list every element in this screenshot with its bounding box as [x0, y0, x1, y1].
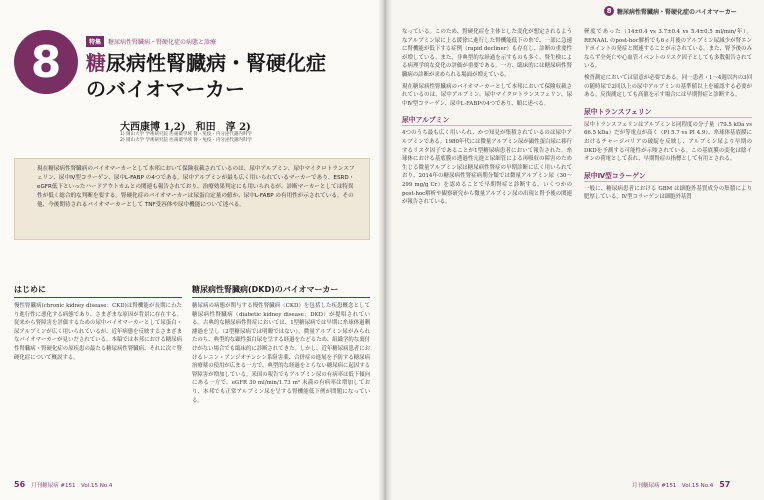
heading-urine-transferrin: 尿中トランスフェリン — [584, 106, 752, 118]
heading-urine-albumin: 尿中アルブミン — [402, 114, 572, 126]
title-line1: 尿病性腎臓病・腎硬化症 — [106, 51, 326, 75]
chapter-number-badge: 8 — [14, 30, 78, 94]
col2-paragraph-3: 尿中トランスフェリンはアルブミンと同程度の分子量（79.5 kDa vs 66.5 kDa）だが等電点が高く（PI 5.7 vs PI 4.9）、糸球体基底膜におけるチャージバリアの破綻を反映し、アルブミン尿より早期のDKDを予測する可能性が示唆されている。この基底膜の変化は陰イオンの荷電として表れ、早期腎症の指標として有用とされる。 — [584, 121, 752, 163]
special-feature-label — [86, 36, 216, 47]
section-heading-dkd: 糖尿病性腎臓病(DKD)のバイオマーカー — [192, 284, 370, 298]
dkd-text: 糖尿病の病態が関与する慢性腎臓病（CKD）を包括した疾患概念として糖尿病性腎臓病（diabetic kidney disease：DKD）が提唱されている。古典的な糖尿病性腎症においては、1型糖尿病では早期に糸球体過剰濾過を呈し（2型糖尿病では明瞭ではない）、微量アルブミン尿がみられたのち、典型的な顕性蛋白尿を呈する経過をたどるため、組織学的な裏付けがない場合でも臨床的に診断されてきた。しかし、近年糖尿病患者におけるレニン・アンジオテンシン系阻害薬、合併症の進展を予防する糖尿病治療薬の使用が広まる一方で、典型的な経過をとらない糖尿病に起因する腎障害が増加している。米国の報告でもアルブミン尿の有病率は低下傾向にある一方で、eGFR 30 ml/min/1.73 m² 未満の有病率は増加しており、本邦でも正常アルブミン尿を呈する腎機能低下例が問題になっている。 — [192, 303, 370, 404]
special-feature-title: 糖尿病性腎臓病・腎硬化症の病態と診療 — [108, 39, 217, 46]
affiliation-2: 2) 岡山大学 学術研究院 医歯薬学域 腎・免疫・内分泌代謝内科学 — [120, 138, 252, 143]
col2-paragraph-2: 検査測定においては留意が必要である。同一患者・1～4週以内の3回の随時尿で2回以上の尿中アルブミンの基準値以上を確認する必要がある。反復測定しても高値を示す場合には早期腎症と診断する。 — [584, 74, 752, 99]
section-heading-intro: はじめに — [14, 284, 182, 298]
heading-type4-collagen: 尿中Ⅳ型コラーゲン — [584, 170, 752, 182]
title-line2: のバイオマーカー — [86, 77, 245, 101]
article-title — [86, 50, 376, 102]
left-footer — [14, 480, 112, 489]
header-title: 糖尿病性腎臓病・腎硬化症のバイオマーカー — [617, 8, 737, 16]
right-column-2 — [584, 28, 752, 205]
page-gutter-shadow — [378, 0, 392, 500]
right-page-number: 57 — [719, 480, 731, 489]
authors: 大西康博 1,2) 和田 淳 2) — [120, 122, 251, 133]
col1-paragraph-1: なっている。このため、腎硬化症を主体とした変化が想定されるようなアルブミン尿に上る緩徐に進行した腎機能低下の糸で、一部に急速に腎機能が低下する症例（rapid decliner）も存在し、診断の重要性が増している。また、非典型的な経過を示すものも多く、腎生検による病理学的な変化の評価が重要である。一方、臨床的には糖尿病性腎臓病の診断が求められる場面が増えている。 — [402, 29, 572, 78]
column-dkd — [192, 284, 370, 405]
title-accent: 糖 — [86, 51, 106, 75]
special-tag: 特集 — [86, 36, 104, 47]
right-column-1 — [402, 28, 572, 210]
intro-text: 慢性腎臓病(chronic kidney disease：CKD)は腎機能が長期にわたり進行性に悪化する病態であり、さまざまな原因が背景に存在する。従来から腎障害を評価するための尿中バイオマーカーとして尿蛋白・尿アルブミンが広く用いられているが、近年病態を反映するさまざまなバイオマーカーが見いだされている。本稿では本邦における糖尿病性腎臓病・腎硬化症の原疾患の最たる糖尿病性腎臓病、それに次ぐ腎硬化症について概説する。 — [14, 303, 182, 361]
col2-paragraph-4: 一般に、糖尿病患者における GBM は細胞外基質成分の集積により肥厚している。Ⅳ型コラーゲンは細胞外基質 — [584, 185, 752, 201]
right-page — [384, 0, 764, 500]
affiliation-1: 1) 岡山大学 学術研究院 医歯薬学域 腎・免疫・内分泌代謝内科学 — [120, 132, 252, 137]
header-number-badge: 8 — [604, 6, 614, 16]
col1-paragraph-3: 4つのうち最も広く用いられ、かつ知見が集積されているのは尿中アルブミンである。1980年代には微量アルブミン尿が顕性蛋白尿に移行するリスク因子であることが1型糖尿病患者において報告された。糸球体における基底膜の透過性亢進と尿細管による再吸収の障害のため生じる微量アルブミン尿は糖尿病性腎症の早期診断に広く用いられており、2014年の糖尿病性腎症病期分類では微量アルブミン尿（30～299 mg/g Cr）を認めることで早期腎症と診断する。いくつかのpost-hoc解析や観察研究から微量アルブミン尿の出現と腎予後の関連が報告されている。 — [402, 130, 572, 206]
col2-paragraph-1: 軽度であった（14±0.4 vs 3.7±0.4 vs 5.4±0.5 ml/min/年）。RENAAL のpost-hoc解析でも6ヵ月後のアルブミン尿減少が腎エンドポイントの発症と関連することが示されている。また、腎予後のみならず全死亡や心血管イベントのリスク因子としても多数報告されている。 — [584, 29, 752, 70]
abstract-box — [14, 158, 370, 240]
running-header — [604, 6, 737, 16]
abstract-text: 現在糖尿病性腎臓病のバイオマーカーとして本邦において保険収載されているのは、尿中アルブミン、尿中マイクロトランスフェリン、尿中Ⅳ型コラーゲン、尿中L-FABP の4つである。尿中アルブミンが最も広く用いられているマーカーであり、ESRD・eGFR低下といったハードアウトカムとの関連も報告されており、治療効果判定にも用いられるが、診断マーカーとしては特異性が低く総合的な判断を要する。腎硬化症のバイオマーカーは尿蛋白定量の値か、尿中L-FABP の有用性が示されている。その他、今後期待されるバイオマーカーとして TNF受容体や尿中機能について述べる。 — [37, 166, 355, 208]
col1-paragraph-2: 現在糖尿病性腎臓病のバイオマーカーとして本邦において保険収載されているのは、尿中アルブミン、尿中マイクロトランスフェリン、尿中Ⅳ型コラーゲン、尿中L-FABPの4つであり、順に述べる。 — [402, 83, 572, 107]
right-footer-journal: 月刊糖尿病 #151 Vol.15 No.4 — [632, 482, 714, 489]
left-page-number: 56 — [14, 480, 26, 489]
affiliations — [120, 132, 252, 144]
column-intro — [14, 284, 182, 362]
left-footer-journal: 月刊糖尿病 #151 Vol.15 No.4 — [31, 482, 113, 489]
right-footer — [632, 480, 730, 489]
